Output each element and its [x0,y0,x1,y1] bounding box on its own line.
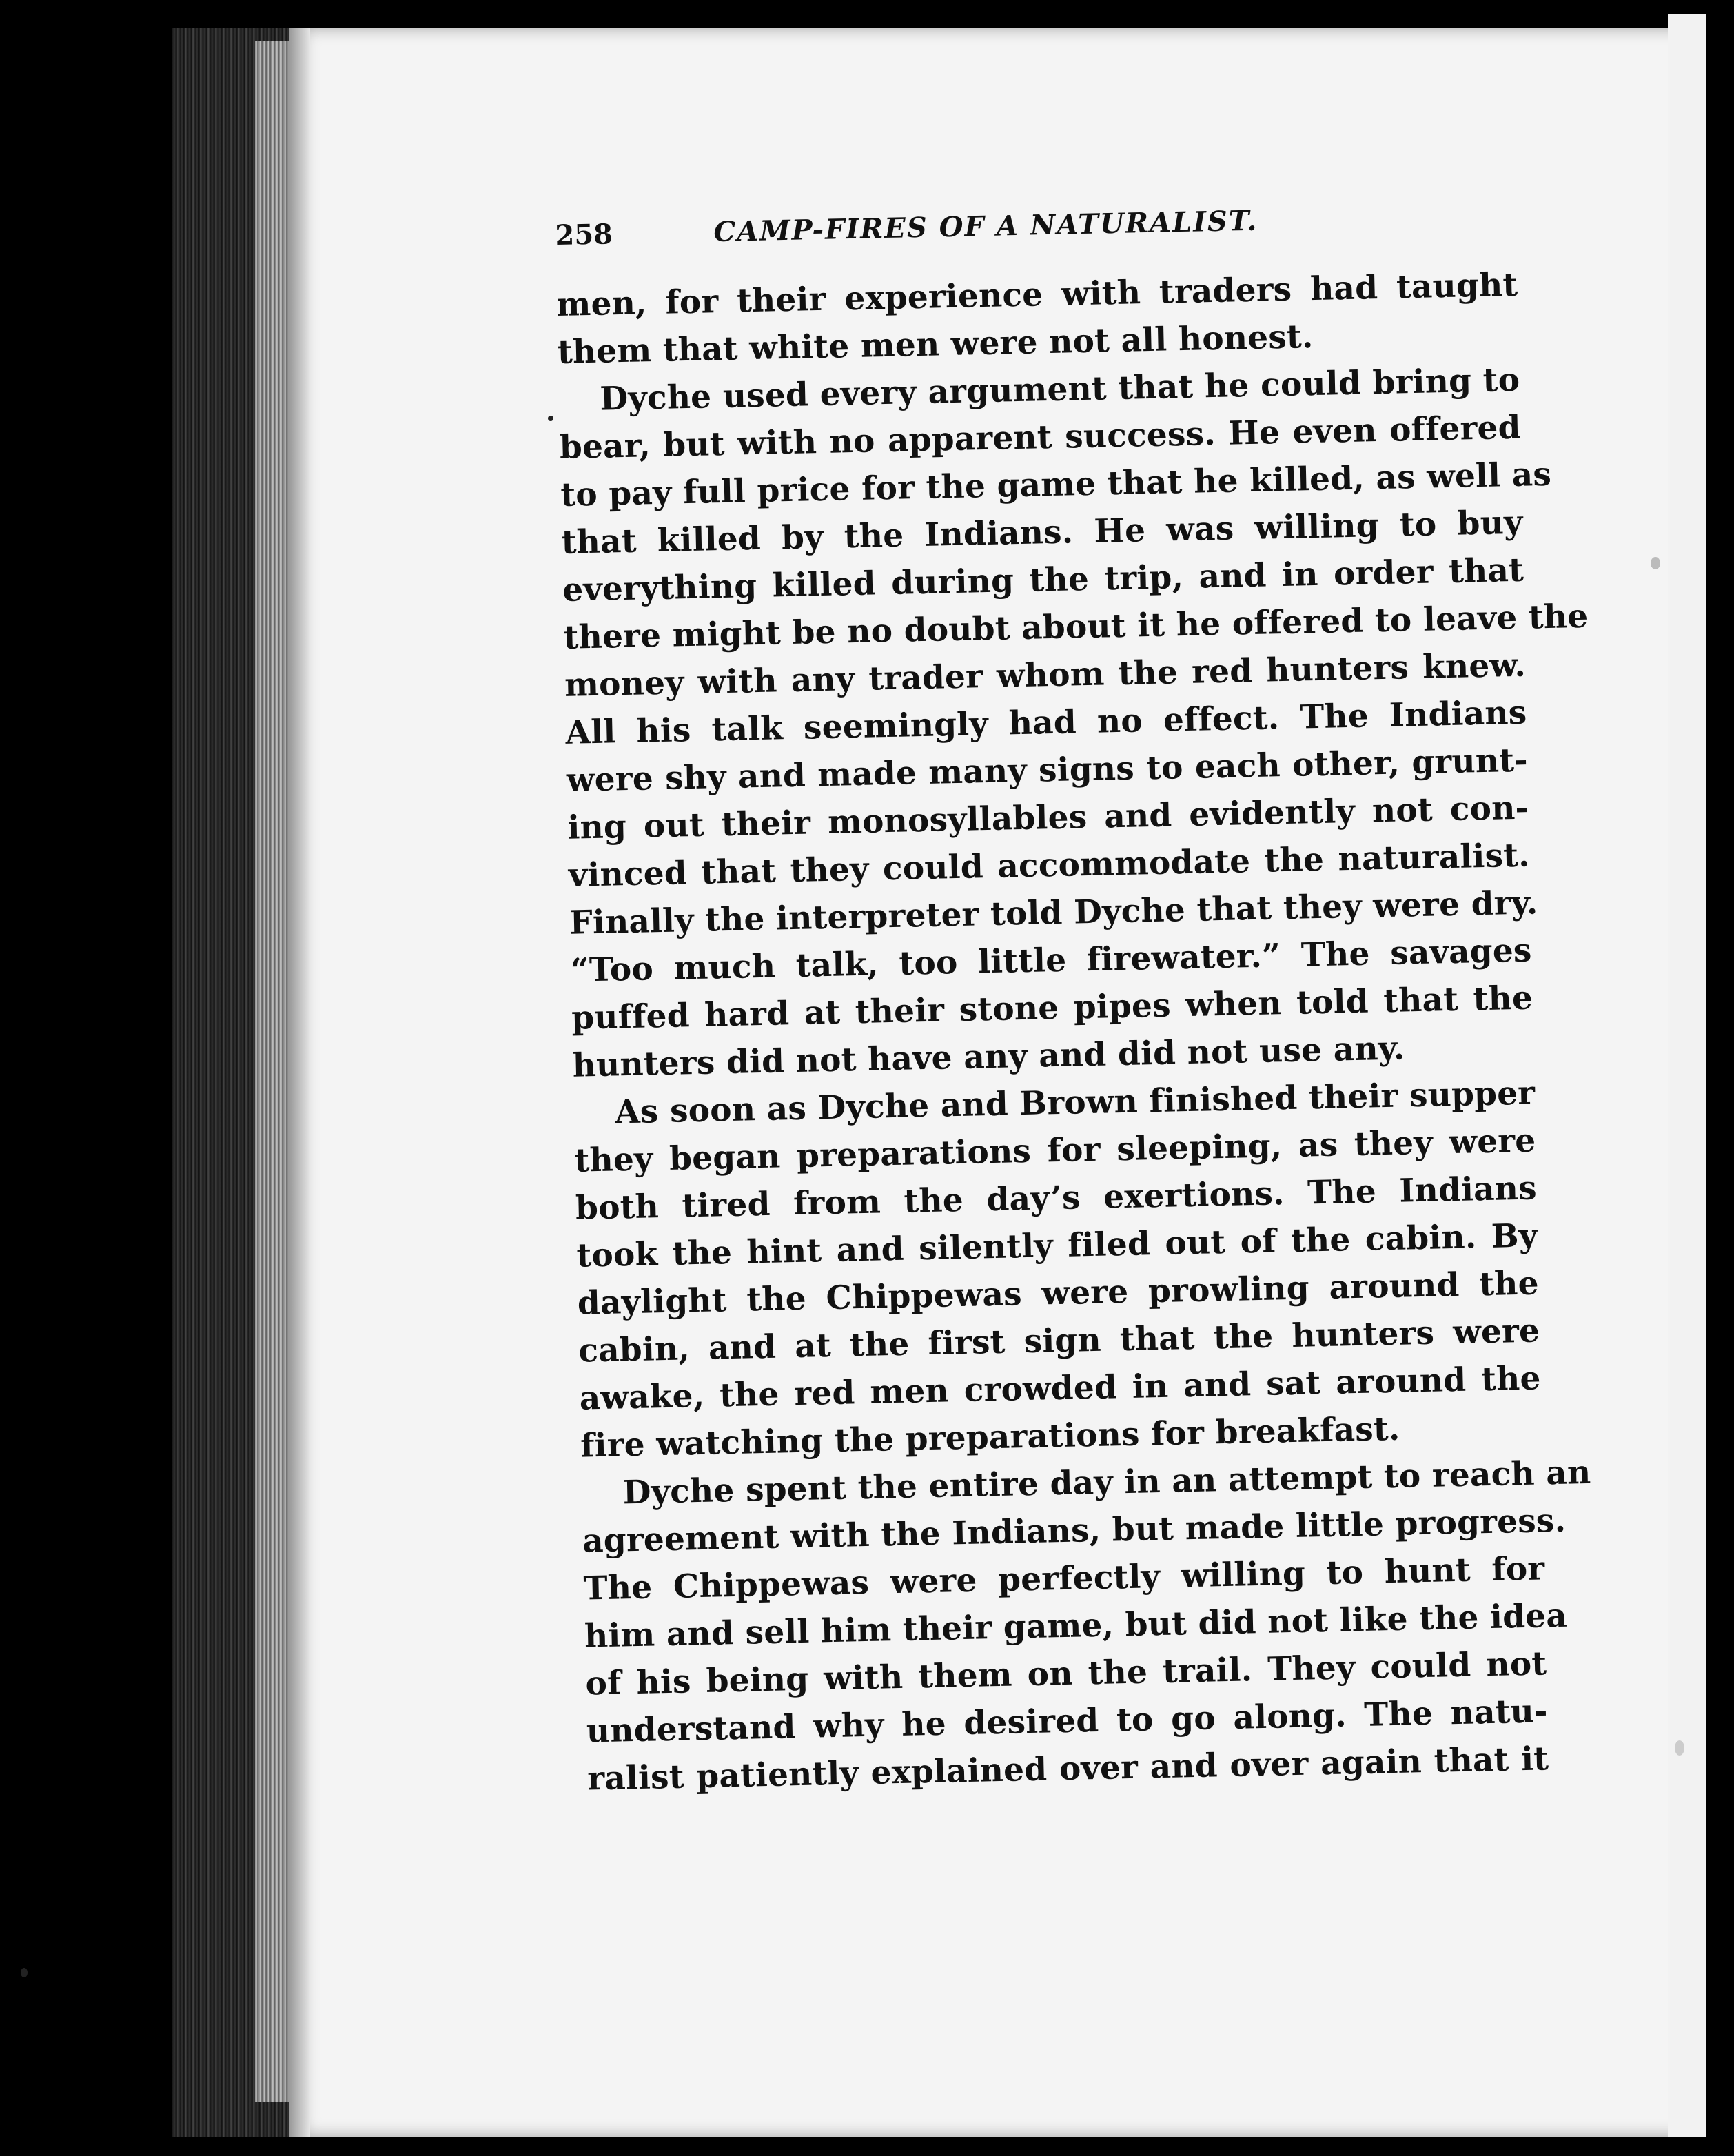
text-line: daylight the Chippewas were prowling around the [577,1264,1540,1323]
facing-page-strip [1668,14,1709,2137]
text-line: “Too much talk, too little firewater.” The savages [570,931,1533,990]
scan-speck [1651,557,1660,569]
text-line: understand why he desired to go along. The natu- [586,1692,1549,1751]
text-line: both tired from the day’s exertions. The Indians [575,1169,1538,1228]
page-edges-light [255,41,289,2102]
text-line: bear, but with no apparent success. He even offered [559,408,1522,467]
text-line: everything killed during the trip, and in order that [562,551,1524,609]
text-line: him and sell him their game, but did not like the idea [584,1596,1568,1656]
body-text [556,261,1591,1803]
scan-speck [548,416,553,421]
text-line: there might be no doubt about it he offered to leave the [563,597,1589,657]
scan-speck [21,1968,28,1977]
text-line: agreement with the Indians, but made little progress. [582,1501,1567,1560]
text-line: were shy and made many signs to each other, grunt- [566,741,1529,800]
text-line: Finally the interpreter told Dyche that they were dry. [569,884,1538,942]
dark-margin-right [1706,0,1734,2156]
text-line: puffed hard at their stone pipes when told that the [571,979,1533,1037]
page-number: 258 [555,218,613,252]
scan-speck [1675,1740,1684,1756]
running-title: CAMP-FIRES OF A NATURALIST. [713,204,1258,249]
text-line: ing out their monosyllables and evidently not con- [567,789,1529,847]
text-line: vinced that they could accommodate the naturalist. [568,836,1531,895]
text-line: All his talk seemingly had no effect. The Indians [565,693,1527,752]
page-inner-shadow [289,28,310,2137]
text-line: Dyche used every argument that he could bring to [599,360,1520,418]
text-line: they began preparations for sleeping, as they were [574,1121,1536,1180]
text-line: to pay full price for the game that he killed, as well as [560,455,1552,514]
text-line: As soon as Dyche and Brown finished their supper [614,1074,1536,1132]
text-line: that killed by the Indians. He was willing to buy [561,503,1524,562]
text-line: money with any trader whom the red hunters knew. [564,646,1527,704]
text-line: took the hint and silently filed out of the cabin. By [575,1217,1538,1275]
text-line: awake, the red men crowded in and sat around the [579,1359,1542,1418]
text-line: hunters did not have any and did not use any. [572,1029,1405,1085]
text-line: The Chippewas were perfectly willing to hunt for [583,1549,1545,1608]
text-line: of his being with them on the trail. They could not [584,1645,1547,1703]
text-line: ralist patiently explained over and over again that it [586,1740,1549,1798]
text-line: Dyche spent the entire day in an attempt to reach an [622,1453,1591,1512]
text-line: them that white men were not all honest. [557,317,1314,372]
text-line: cabin, and at the first sign that the hunters were [578,1312,1540,1370]
text-line: fire watching the preparations for breakfast. [580,1410,1400,1465]
text-block [555,199,1591,1803]
text-line: men, for their experience with traders had taught [556,265,1518,324]
